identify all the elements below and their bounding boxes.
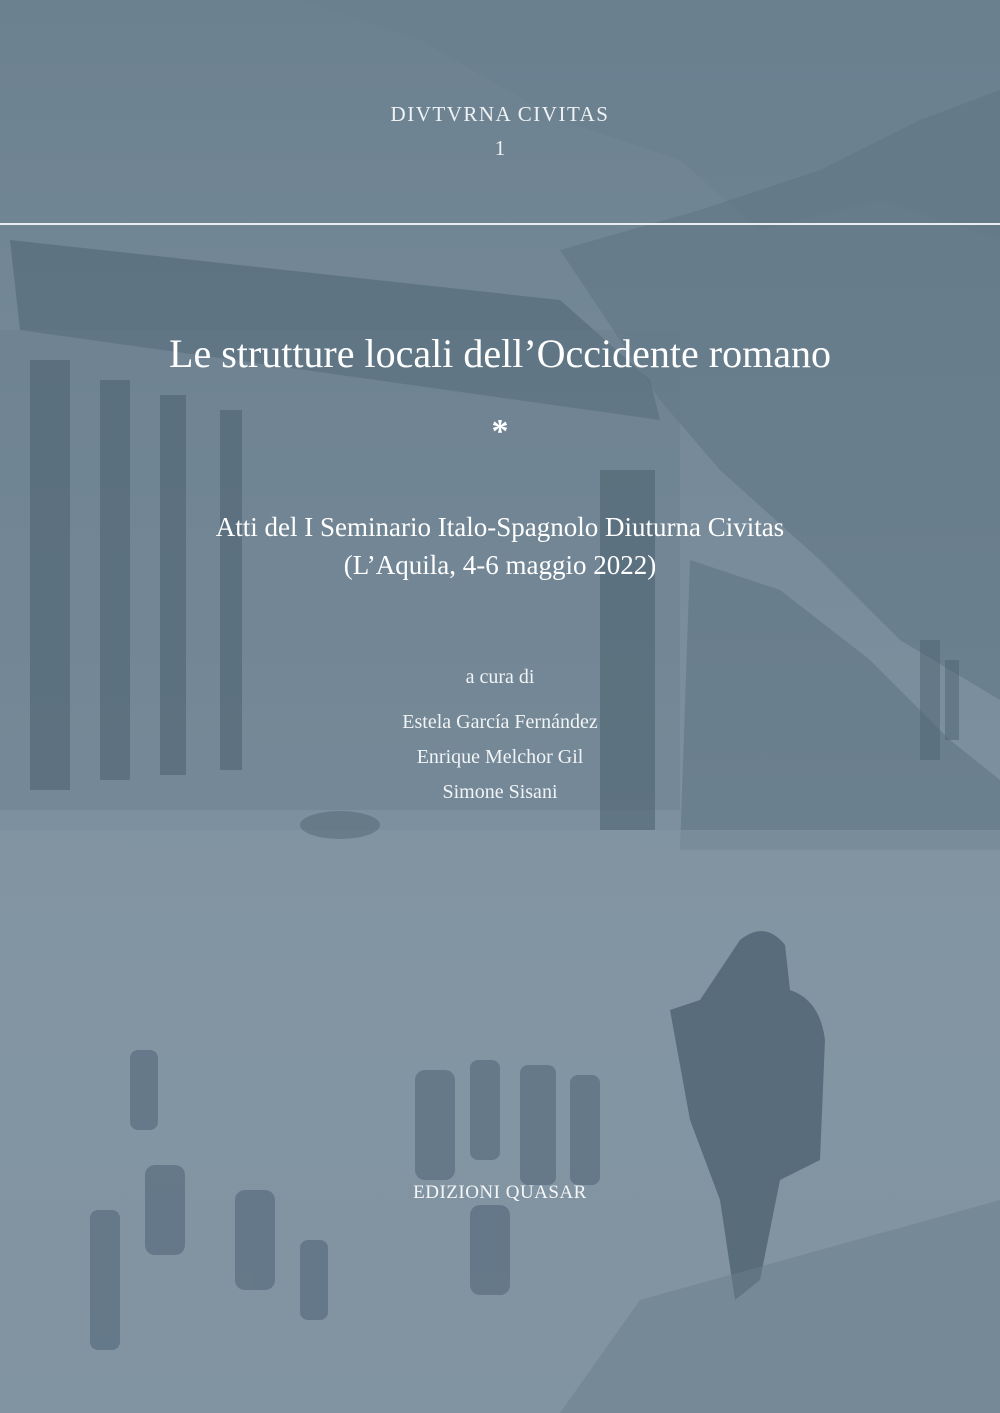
editor-name: Enrique Melchor Gil	[416, 746, 584, 768]
series-header	[0, 100, 1000, 162]
book-subtitle	[0, 508, 1000, 584]
header-divider	[0, 223, 1000, 225]
editor-name: Estela García Fernández	[402, 711, 598, 733]
series-name: DIVTVRNA CIVITAS	[390, 102, 610, 126]
publisher-name: EDIZIONI QUASAR	[413, 1182, 587, 1203]
subtitle-line-2: (L’Aquila, 4-6 maggio 2022)	[343, 550, 657, 580]
asterisk-separator: *	[491, 413, 509, 450]
editors-list	[0, 709, 1000, 814]
subtitle-line-1: Atti del I Seminario Italo-Spagnolo Diuturna Civitas	[215, 512, 785, 542]
editors-label: a cura di	[465, 666, 535, 688]
editor-name: Simone Sisani	[442, 781, 558, 803]
book-title: Le strutture locali dell’Occidente romano	[169, 331, 831, 376]
series-number: 1	[494, 136, 506, 160]
